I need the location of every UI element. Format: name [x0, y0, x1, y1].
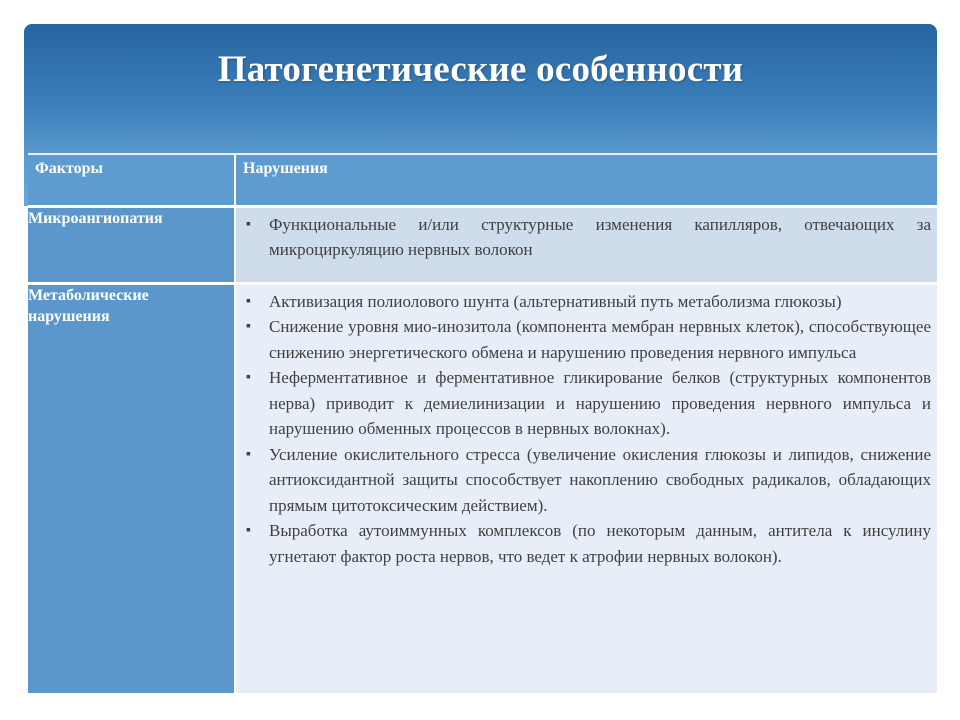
list-item: ▪ Неферментативное и ферментативное гликирование белков (структурных компонентов нерва) приводит к демиелинизации и нарушению проведения нервного импульса и нарушению обменных процессов в нервных волокнах). — [246, 365, 931, 442]
disorders-list — [236, 208, 937, 263]
header-factors: Факторы — [28, 155, 235, 206]
list-item: ▪ Снижение уровня мио-инозитола (компонента мембран нервных клеток), способствующее снижению энергетического обмена и нарушению проведения нервного импульса — [246, 314, 931, 365]
header-disorders: Нарушения — [235, 155, 937, 206]
list-item: ▪ Активизация полиолового шунта (альтернативный путь метаболизма глюкозы) — [246, 289, 931, 315]
slide-title: Патогенетические особенности — [217, 49, 744, 90]
pathogenesis-table — [28, 155, 937, 693]
table-row — [28, 206, 937, 283]
table-header-row — [28, 155, 937, 206]
table-row — [28, 283, 937, 693]
list-item: ▪ Функциональные и/или структурные изменения капилляров, отвечающих за микроциркуляцию нервных волокон — [246, 212, 931, 263]
list-item: ▪ Выработка аутоиммунных комплексов (по некоторым данным, антитела к инсулину угнетают фактор роста нервов, что ведет к атрофии нервных волокон). — [246, 518, 931, 569]
factor-cell: Метаболические нарушения — [28, 283, 235, 693]
factor-cell: Микроангиопатия — [28, 206, 235, 283]
disorders-cell — [235, 206, 937, 283]
disorders-cell — [235, 283, 937, 693]
list-item: ▪ Усиление окислительного стресса (увеличение окисления глюкозы и липидов, снижение антиоксидантной защиты способствует накоплению свободных радикалов, обладающих прямым цитотоксическим действием). — [246, 442, 931, 519]
disorders-list — [236, 285, 937, 570]
